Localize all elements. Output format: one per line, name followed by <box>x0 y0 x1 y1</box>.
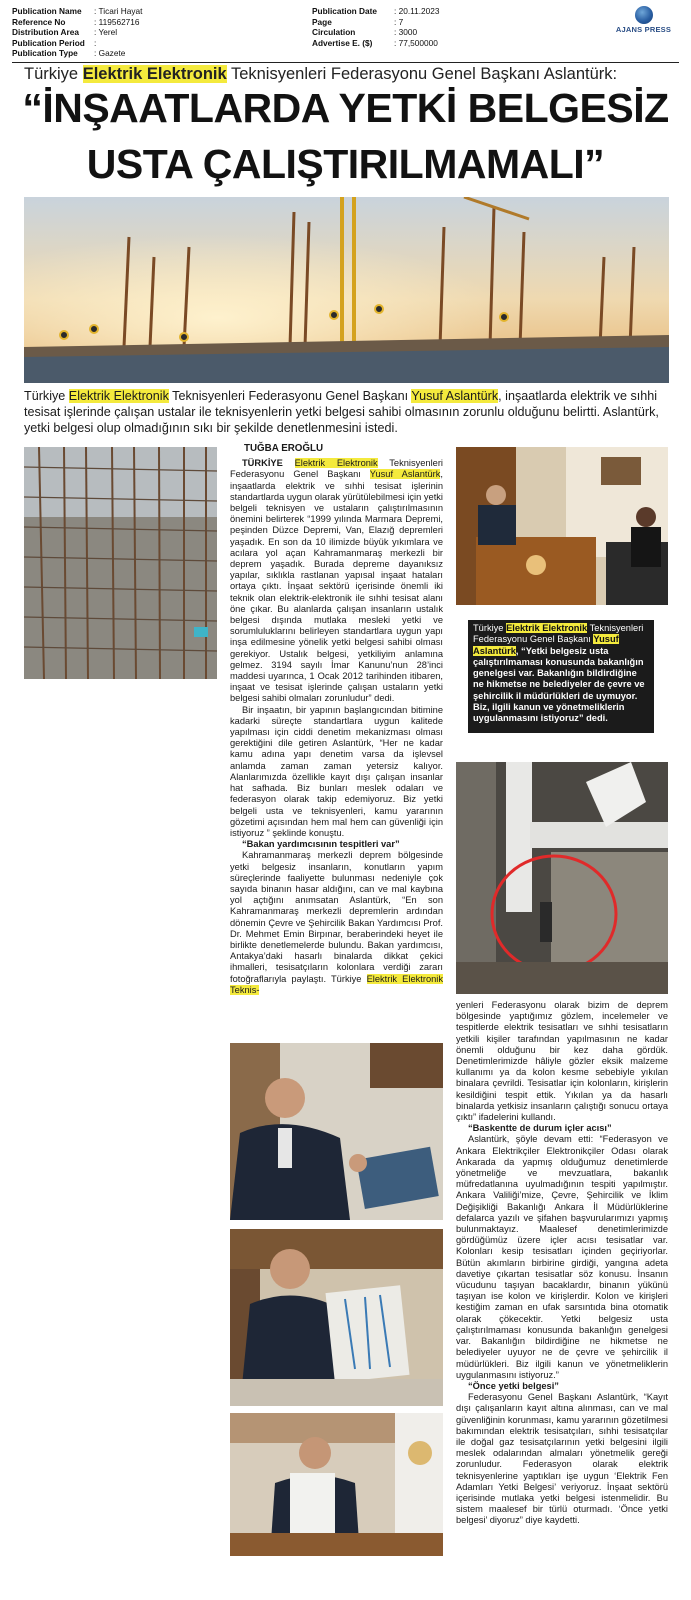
article-column-2 <box>456 1000 668 1527</box>
lead-paragraph <box>24 388 669 437</box>
quote-highlight: Yusuf Aslantürk <box>473 634 619 656</box>
lead-text: , inşaatlarda elektrik ve sıhhi tesisat işlerinde çalışan ustalar ile teknisyenlerin yetki belgesi sahibi olmasının zorunlu olduğunu belirtti. Aslantürk, yetki belgesi olup olmadığının sıkı bir şekilde denetlenmesini istedi. <box>24 389 659 436</box>
article-paragraph: yenleri Federasyonu olarak bizim de deprem bölgesinde yaptığımız gözlem, incelemeler ve tespitlerde elektrik tesisatları ve sıhhi tesisatların yetkili kişiler tarafından yapılmasının ne kadar önemli olduğunu bir kez daha gördük. Denetimlerimizde hâliyle gözler eksik malzeme kullanımı ya da kolon kesme sebebiyle yıkılan binalara çevrildi. Tesisatlar için kolonların, kirişlerin kesildiğini tespit ettik. Yıkılan ya da hasarlı binalarda yetkisiz insanların çalıştığı sonucu ortaya çıktı” ifadelerini kullandı. <box>456 1000 668 1123</box>
subheading: “Önce yetki belgesi” <box>468 1380 559 1391</box>
article-text: Teknisyenleri Federasyonu Genel Başkanı <box>230 458 443 480</box>
quote-text: , “Yetki belgesiz usta çalıştırılmaması konusunda bakanlığın genelgesi var. Bakanlığın bildirdiğine ne hikmetse ne belediyeler de çevre ve şehircilik il müdürlükleri de uymuyor. Biz, ilgili kanun ve yönetmeliklerin uygulanmasını istiyoruz” dedi. <box>473 645 645 724</box>
article-paragraph: Bir inşaatın, bir yapının başlangıcından bitimine kadarki süreçte standartlara uygun kalitede yapılması için ciddi denetim mekanizması olması gerektiğini dile getiren Aslantürk, “Her ne kadar kamu adına yapı denetim varsa da işlevsel anlamda zaman zaman yetersiz kalıyor. Alanlarımızda özellikle kayıt dışı çalışan insanlar hat safhada. Biz bunları meslek odaları ve federasyon olarak takip edemiyoruz. Biz yetki belgeli usta ve teknisyenleri, kamu yararının gözetimi açısından hem mal hem can güvenliği için istiyoruz ” şeklinde konuştu. <box>230 704 443 838</box>
meta-value: : 7 <box>394 16 404 27</box>
lead-highlight: Yusuf Aslantürk <box>411 389 499 403</box>
article-paragraph <box>230 458 443 704</box>
meta-row <box>12 27 282 38</box>
ajans-press-globe-icon <box>635 6 653 24</box>
pipe-installation-photo <box>456 762 668 994</box>
subheading: “Bakan yardımcısının tespitleri var” <box>242 839 400 850</box>
lead-highlight: Elektrik Elektronik <box>68 389 169 403</box>
kicker-text: Türkiye <box>24 65 83 83</box>
meta-row <box>12 48 282 59</box>
meta-key: Distribution Area <box>12 27 79 38</box>
kicker <box>24 64 674 84</box>
subheading: “Baskentte de durum içler acısı” <box>468 1123 612 1134</box>
meta-value: : Ticari Hayat <box>94 6 143 16</box>
office-interview-photo <box>456 447 668 605</box>
meta-row <box>12 17 282 28</box>
quote-text: Türkiye <box>473 623 507 633</box>
rebar-photo <box>24 447 217 679</box>
lead-text: Türkiye <box>24 389 69 403</box>
headline-line-1: “İNŞAATLARDA YETKİ BELGESİZ <box>22 85 669 131</box>
article-paragraph: Aslantürk, şöyle devam etti: “Federasyon ve Ankara Elektrikçiler Elektronikçiler Odası olarak Ankarada da yapmış olduğumuz denetimlerde yönetmeliğe ve mevzuatlara, bakanlık müfredatlanına uyulmadığının tespiti yapılmıştır. Ankara Valiliği’mize, Çevre, Şehircilik ve İklim Değişikliği Bakanlığı Ankara İl Müdürlüklerine defalarca yazılı ve şifahen başvurularımızı yapmış bulunmaktayız. Maalesef denetimlerimizde gördüğümüz üzere içler acısı tesisatlar var. Kolonları kesip tesisatları içinden geçiriyorlar. Bütün akımların birbirine girdiği, yangına adeta davetiye çıkartan tesisatlar söz konusu. İnsanın vücudunu taşıyan bacaklardır, binanın yükünü taşıyan ise kolon ve kirişlerdir. Kolon ve kirişleri kestiğim zaman en ufak sarsıntıda bina otomatik olarak çökecektir. Yetki belgesiz usta çalıştırılmaması konusunda bakanlığın genelgesi var. Bakanlığın bildirdiğine ne hikmetse ne belediyeler uyuyor ne de çevre ve şehircilik il müdürlükleri. Biz ilgili kanun ve yönetmeliklerin uygulanmasını istiyoruz.” <box>456 1134 668 1380</box>
meta-row <box>312 6 512 17</box>
meta-row <box>312 17 512 28</box>
clipping-meta-right <box>312 6 512 48</box>
meta-key: Page <box>312 16 332 27</box>
headline-line-2: USTA ÇALIŞTIRILMAMALI” <box>86 141 605 187</box>
meta-value: : 77,500000 <box>394 37 438 48</box>
meta-key: Publication Date <box>312 6 378 16</box>
meta-key: Circulation <box>312 27 356 38</box>
meta-value: : Yerel <box>94 27 118 38</box>
meta-value: : 119562716 <box>94 16 140 27</box>
article-column-1 <box>230 443 443 996</box>
header-divider <box>12 62 679 63</box>
byline: TUĞBA EROĞLU <box>244 443 324 454</box>
meta-row <box>312 38 512 49</box>
kicker-text: Teknisyenleri Federasyonu Genel Başkanı Aslantürk: <box>226 65 618 83</box>
kicker-highlight: Elektrik Elektronik <box>82 65 227 83</box>
article-highlight: Elektrik Elektronik <box>294 458 378 469</box>
meta-row <box>312 27 512 38</box>
president-photo-2 <box>230 1229 443 1406</box>
paragraph-lead-word: TÜRKİYE <box>242 458 295 469</box>
meta-value: : 3000 <box>394 27 418 38</box>
article-text: Kahramanmaraş merkezli deprem bölgesinde yetki belgesiz insanların, konutların yapım süreçlerinde faaliyette bulunması nedeniyle çok sayıda binanın hasar aldığını, can ve mal kaybına yol açtığını anımsatan Aslantürk, “En son Kahramanmaraş merkezli depremlerin ardından dönemin Çevre ve Şehircilik Bakan Yardımcısı Prof. Dr. Mehmet Emin Birpınar, beraberindeki heyet ile birlikte denetlemelerde bulundu. Bakan yardımcısı, Antakya’daki hasarlı binalarda dikkat çekici ihmalleri, tesisatçıların kolonlara verdiği zararı fotoğraflarıyla paylaştı. Türkiye <box>230 850 443 984</box>
article-text: , inşaatlarda elektrik ve sıhhi tesisat işlerinin standartlarda uygun olarak yürütülebilmesi için yetki belgeli teknisyen ve ustaların çalıştırılmasının önemini belirterek “1999 yılında Marmara Depremi, peşinden Düzce Depremi, Van, Elazığ depremleri yaşadık. En son da 10 ilimizde büyük yıkımlara ve acılara yol açan Kahramanmaraş merkezli bir deprem yaşadık. Burada depreme dayanıksız yapılar, sıklıkla rastlanan yapısal inşaat hataları ortaya çıktı. İnşaat sektörü içerisinde önemli iki teknik olan elektrik-elektronik ile sıhhi tesisat alanı öne çıkar. Bu alanlarda çalışan insanların ustalık belgesi dışında mutlaka mesleki yetki ve sorumluluklarını belirleyen standartlara uygun yapı inşa edilmesine yönelik yetki belgesi sahibi olması gerekiyor. Ustalık belgesi, yetkiliyim anlamına gelmez. 3194 sayılı İmar Kanunu’nun 28’inci maddesi uyarınca, 1 Ocak 2012 tarihinden itibaren, inşaat ve tesisat işlerinde çalışan ustaların yetki belgesi sahibi olmaları zorunludur” dedi. <box>230 469 443 704</box>
meta-key: Publication Type <box>12 48 78 59</box>
clipping-meta-left <box>12 6 282 59</box>
president-photo-3 <box>230 1413 443 1556</box>
ajans-press-logo <box>606 6 681 34</box>
meta-value: : Gazete <box>94 48 126 59</box>
meta-key: Advertise E. ($) <box>312 37 373 48</box>
meta-value: : <box>94 37 97 48</box>
meta-key: Publication Period <box>12 37 85 48</box>
meta-value: : 20.11.2023 <box>394 6 440 16</box>
article-highlight: Elektrik Elektronik Teknis- <box>230 973 443 995</box>
pull-quote <box>468 620 654 733</box>
president-photo-1 <box>230 1043 443 1220</box>
logo-text: AJANS PRESS <box>615 25 672 34</box>
meta-key: Publication Name <box>12 6 82 16</box>
article-paragraph <box>230 850 443 996</box>
article-highlight: Yusuf Aslantürk <box>369 469 441 480</box>
lead-text: Teknisyenleri Federasyonu Genel Başkanı <box>168 389 412 403</box>
quote-highlight: Elektrik Elektronik <box>506 623 588 633</box>
construction-site-photo <box>24 197 669 383</box>
meta-row <box>12 6 282 17</box>
meta-key: Reference No <box>12 16 66 27</box>
meta-row <box>12 38 282 49</box>
quote-text: Teknisyenleri Federasyonu Genel Başkanı <box>473 623 644 645</box>
article-paragraph: Federasyonu Genel Başkanı Aslantürk, “Kayıt dışı çalışanların kayıt altına alınması, can ve mal güvenliğinin korunması, kamu yararının gözetilmesi bakımından elektrik tesisatçıları, sıhhi tesisatçılar ile doğal gaz tesisatçılarının yetki belgesini ilgili meslek odalarından almaları yönetmelik gereği zorunludur. Federasyon olarak elektrik teknisyenlerine yaptıkları işe uygun ‘Elektrik Fen Adamları Yetki Belgesi’ veriyoruz. İnşaat sektörü içerisinde mutlaka yetki belgesi istenmelidir. Bu sistem maalesef bir türlü oturmadı. ‘Önce yetki belgesi’ diyoruz” diye kaydetti. <box>456 1392 668 1526</box>
